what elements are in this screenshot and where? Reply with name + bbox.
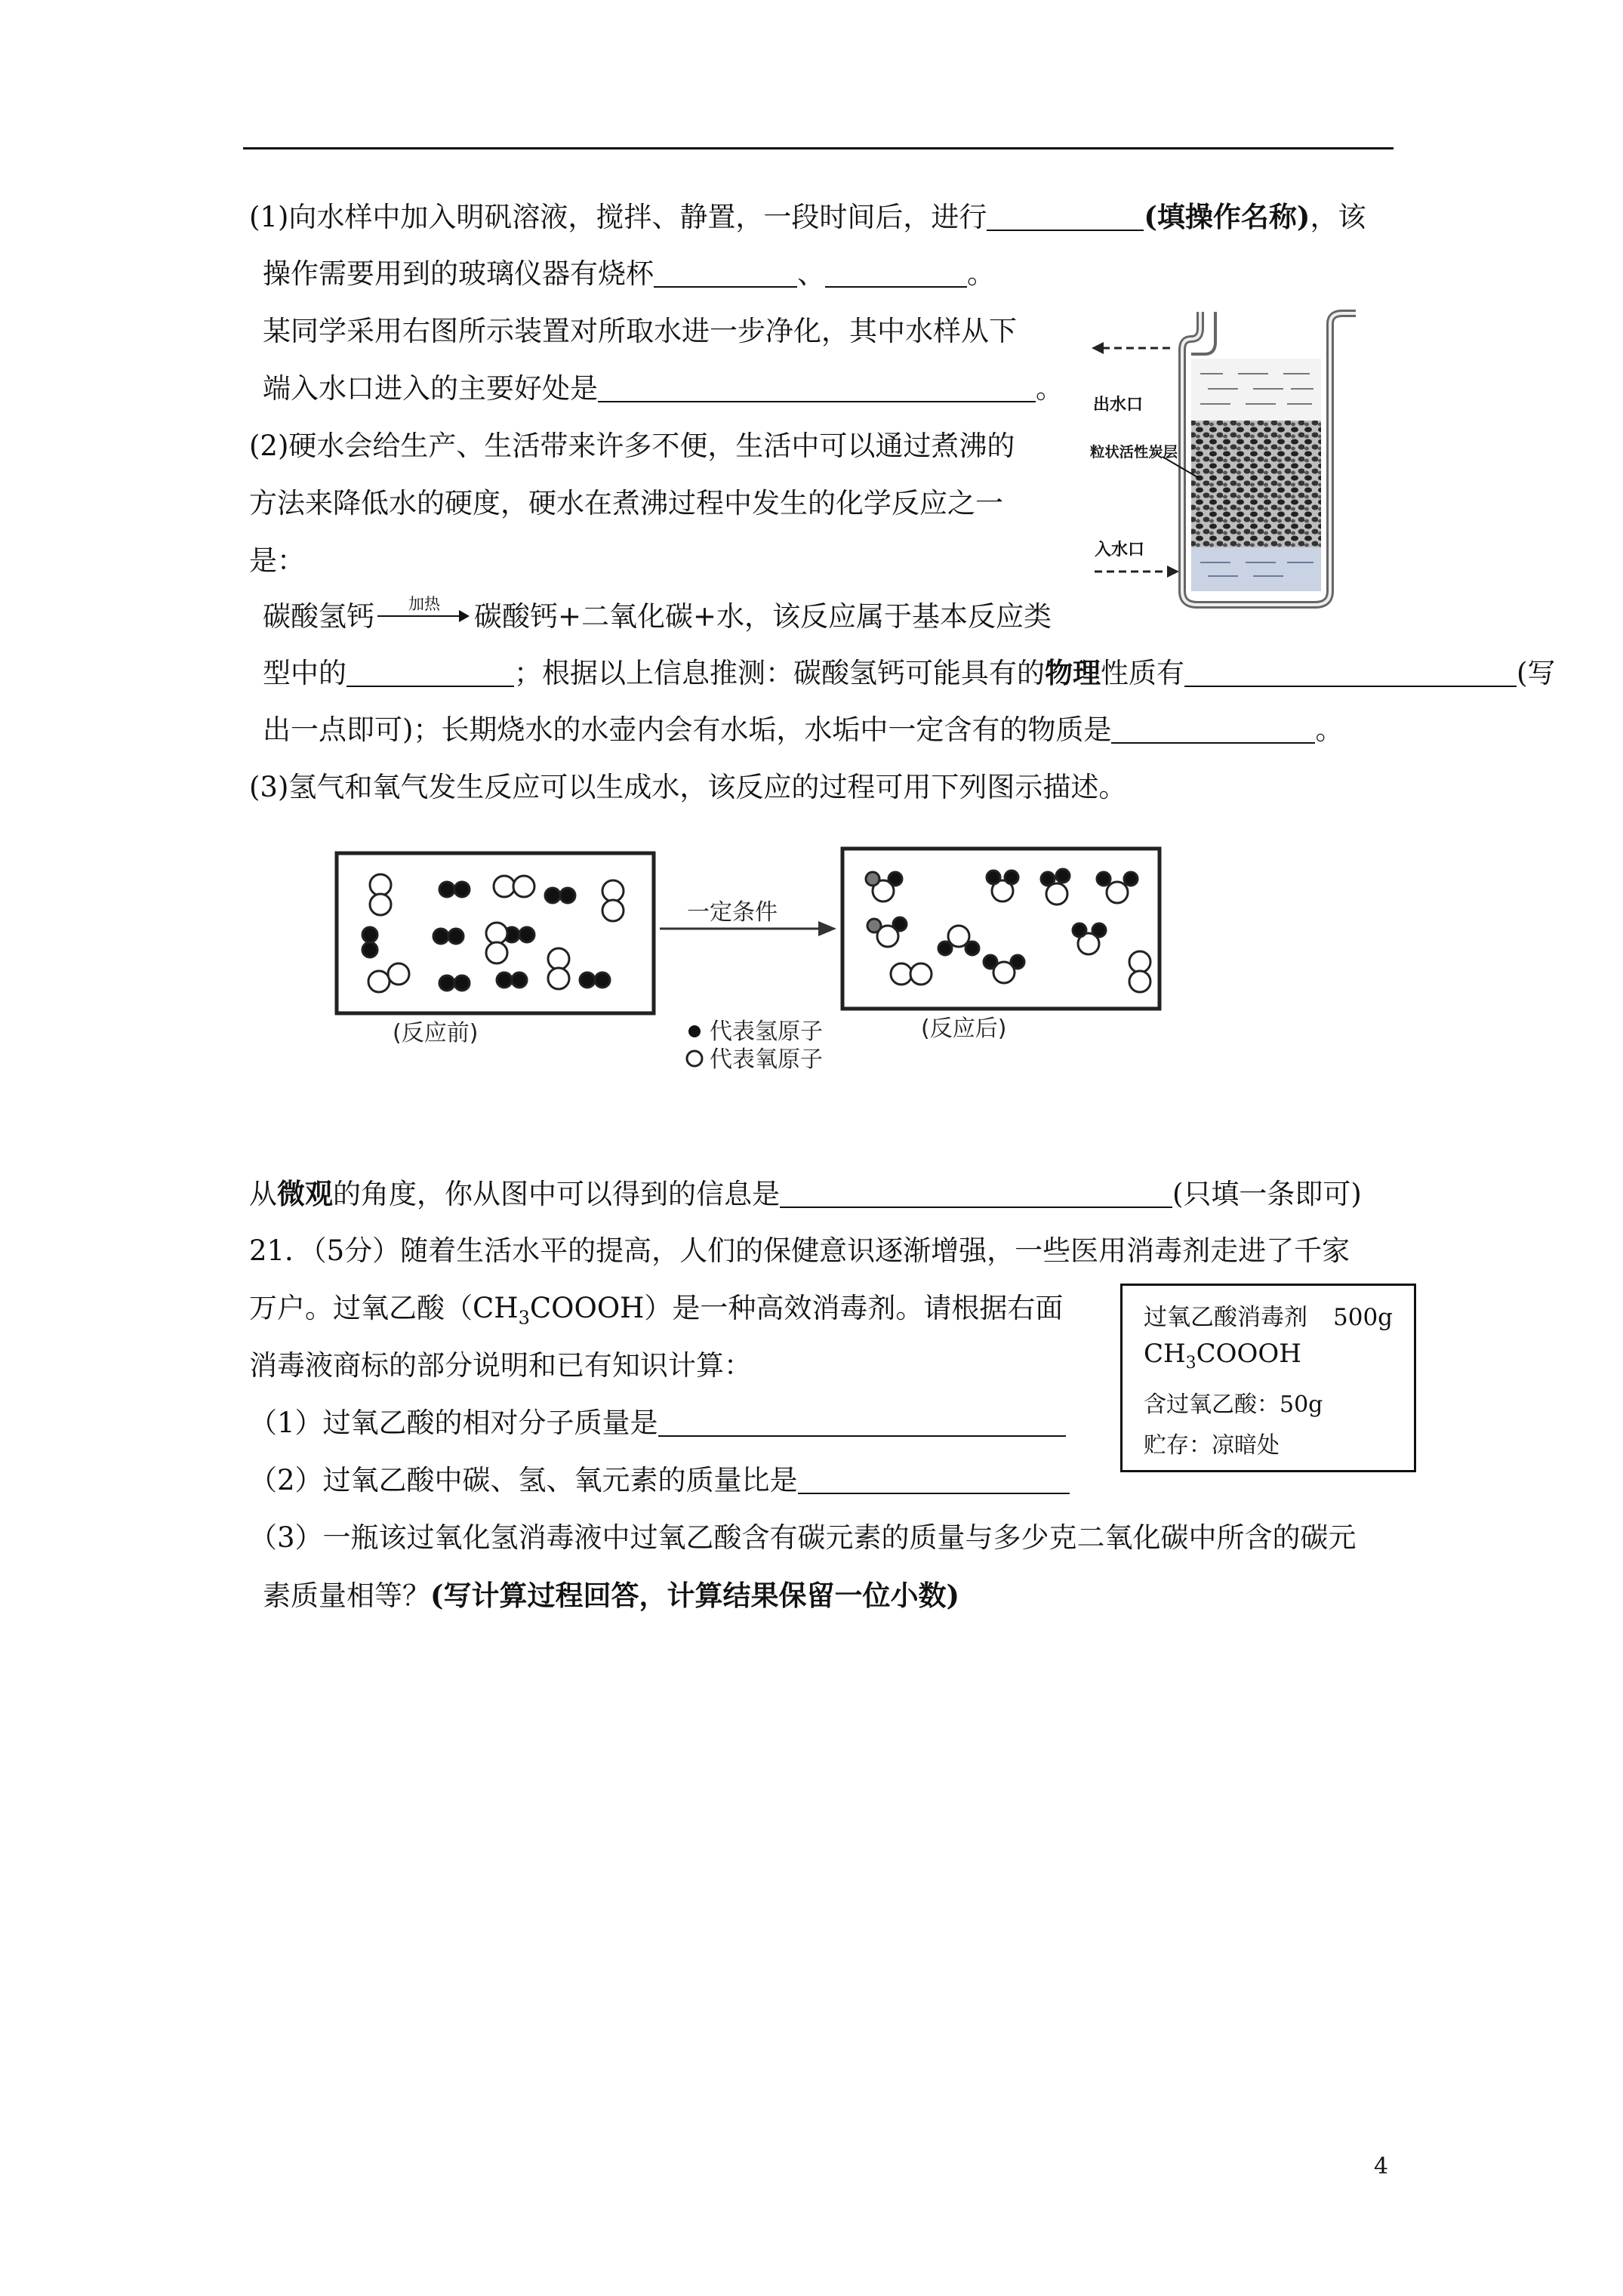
- arrow-head-icon: [459, 610, 470, 622]
- condition-label: 一定条件: [687, 899, 778, 926]
- q3-line2: [249, 1175, 1362, 1213]
- q1-benefit-blank[interactable]: [598, 372, 1036, 402]
- q1-period: 。: [967, 257, 995, 290]
- q3-from: 从: [249, 1178, 277, 1210]
- outlet-arrow-icon: [1092, 342, 1172, 354]
- q1-separator: 、: [797, 257, 825, 290]
- q1-text-end: ，该: [1310, 201, 1366, 233]
- q2-write-text: (写: [1517, 657, 1556, 689]
- q2-reaction-type-blank[interactable]: [346, 657, 514, 687]
- q1-benefit-period: 。: [1036, 372, 1064, 405]
- q21-part1: [249, 1404, 1066, 1442]
- q3-micro-word: 微观: [277, 1177, 333, 1210]
- disinfectant-label: [1120, 1284, 1416, 1472]
- q3-info-text: 的角度，你从图中可以得到的信息是: [333, 1178, 780, 1210]
- label-mass: 500g: [1333, 1304, 1394, 1331]
- q21-line1: 21．（5分）随着生活水平的提高，人们的保健意识逐渐增强，一些医用消毒剂走进了千家: [249, 1234, 1350, 1267]
- label-product-name: 过氧乙酸消毒剂: [1144, 1304, 1307, 1331]
- q2-scale-text: 出一点即可)；长期烧水的水壶内会有水垢，水垢中一定含有的物质是: [263, 713, 1112, 746]
- q1-line2: [263, 255, 995, 293]
- q21-part2: [249, 1462, 1070, 1499]
- q1-hint: (填操作名称): [1144, 200, 1310, 233]
- q21-line2: [249, 1290, 1063, 1336]
- reaction-arrow: [377, 595, 471, 629]
- q21-part3-instruction: (写计算过程回答，计算结果保留一位小数): [430, 1579, 960, 1612]
- q2-line3: 是：: [249, 544, 305, 577]
- q21-part3-question: 素质量相等？: [263, 1579, 430, 1612]
- q1-line1: [249, 198, 1366, 236]
- header-rule: [243, 147, 1394, 149]
- q21-formula-sub: 3: [518, 1307, 530, 1329]
- oxygen-legend-icon: [687, 1051, 702, 1066]
- q1-glassware-text: 操作需要用到的玻璃仪器有烧杯: [263, 257, 654, 290]
- inlet-arrow-icon: [1095, 566, 1179, 578]
- q1-operation-blank[interactable]: [987, 201, 1144, 231]
- q21-formula-end: COOOH）是一种高效消毒剂。请根据右面: [529, 1292, 1064, 1324]
- q2-property-blank[interactable]: [1184, 657, 1517, 687]
- q2-property-text: 性质有: [1101, 657, 1184, 689]
- q21-mass-ratio-blank[interactable]: [798, 1464, 1070, 1494]
- q1-glassware-blank-1[interactable]: [654, 257, 797, 288]
- products: 碳酸钙+二氧化碳+水，该反应属于基本反应类: [474, 600, 1052, 633]
- q3-hint: (只填一条即可): [1172, 1178, 1362, 1210]
- label-content: 含过氧乙酸：50g: [1144, 1391, 1323, 1418]
- condition-arrow-icon: [818, 921, 836, 936]
- inlet-label: 入水口: [1095, 541, 1145, 559]
- q21-formula-start: 万户。过氧乙酸（CH: [249, 1292, 519, 1324]
- q1-glassware-blank-2[interactable]: [825, 257, 967, 288]
- q2-infer-text: ；根据以上信息推测：碳酸氢钙可能具有的: [514, 657, 1045, 689]
- label-storage: 贮存：凉暗处: [1144, 1432, 1280, 1459]
- q21-line3: 消毒液商标的部分说明和已有知识计算：: [249, 1349, 752, 1382]
- label-formula: $CH_3COOOH$: [1144, 1339, 1301, 1373]
- legend-hydrogen: 代表氢原子: [710, 1019, 823, 1045]
- after-label: (反应后): [921, 1015, 1007, 1042]
- water-filter-figure: [1087, 306, 1404, 615]
- q1-line3: 某同学采用右图所示装置对所取水进一步净化，其中水样从下: [263, 315, 1017, 347]
- q21-part3b: [263, 1576, 959, 1615]
- q3-info-blank[interactable]: [780, 1178, 1172, 1208]
- q2-scale-period: 。: [1315, 713, 1344, 746]
- q2-line5: [263, 654, 1555, 692]
- hydrogen-legend-icon: [688, 1025, 701, 1037]
- reactant: 碳酸氢钙: [263, 600, 374, 633]
- legend-oxygen: 代表氧原子: [710, 1046, 823, 1073]
- q2-physical-word: 物理: [1045, 656, 1101, 689]
- q1-line4: [263, 370, 1064, 408]
- q2-line1: (2)硬水会给生产、生活带来许多不便，生活中可以通过煮沸的: [249, 430, 1015, 462]
- q1-benefit-text: 端入水口进入的主要好处是: [263, 372, 598, 405]
- carbon-layer-label: 粒状活性炭层: [1090, 444, 1177, 461]
- outlet-label: 出水口: [1093, 396, 1144, 415]
- q2-scale-blank[interactable]: [1111, 713, 1315, 744]
- q21-part2-text: （2）过氧乙酸中碳、氢、氧元素的质量比是: [249, 1464, 798, 1496]
- page-number: 4: [1374, 2153, 1389, 2180]
- q2-line6: [263, 711, 1343, 749]
- reaction-diagram: [332, 838, 1208, 1087]
- before-label: (反应前): [393, 1020, 479, 1046]
- q21-part3a: （3）一瓶该过氧化氢消毒液中过氧乙酸含有碳元素的质量与多少克二氧化碳中所含的碳元: [249, 1521, 1357, 1554]
- q2-line2: 方法来降低水的硬度，硬水在煮沸过程中发生的化学反应之一: [249, 487, 1003, 519]
- q1-text: (1)向水样中加入明矾溶液，搅拌、静置，一段时间后，进行: [249, 201, 987, 233]
- q21-molar-mass-blank[interactable]: [658, 1407, 1066, 1437]
- q2-type-text: 型中的: [263, 657, 346, 689]
- q21-part1-text: （1）过氧乙酸的相对分子质量是: [249, 1407, 658, 1439]
- label-name-row: [1144, 1298, 1393, 1332]
- q3-line1: (3)氢气和氧气发生反应可以生成水，该反应的过程可用下列图示描述。: [249, 771, 1127, 803]
- q2-equation: [263, 595, 1052, 636]
- heating-condition: 加热: [408, 595, 440, 613]
